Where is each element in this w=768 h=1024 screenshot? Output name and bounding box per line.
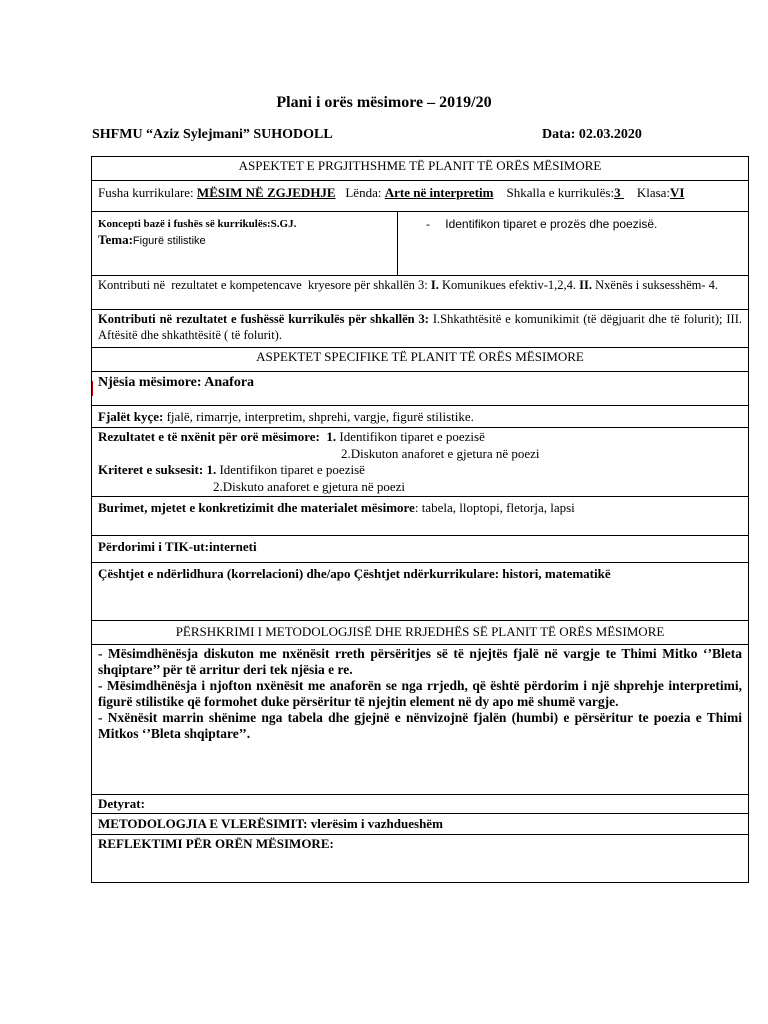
fusha-label: Fusha kurrikulare: bbox=[98, 185, 197, 200]
objective-cell bbox=[398, 212, 749, 276]
methodology-header: PËRSHKRIMI I METODOLOGJISË DHE RRJEDHËS SË PLANIT TË ORËS MËSIMORE bbox=[92, 621, 749, 645]
method-step-2: - Mësimdhënësja i njofton nxënësit me anaforën se nga rrjedh, që është përdorim i një shprehje interpretimi, figurë stilistike që formohet duke përsëritur të njejtin element në dy apo më shumë vargje. bbox=[98, 678, 742, 709]
page-title: Plani i orës mësimore – 2019/20 bbox=[276, 94, 492, 111]
homework-row: Detyrat: bbox=[92, 795, 749, 814]
klasa-label: Klasa: bbox=[623, 185, 671, 200]
tema-value: Figurë stilistike bbox=[132, 235, 206, 247]
specific-aspects-header: ASPEKTET SPECIFIKE TË PLANIT TË ORËS MËSIMORE bbox=[92, 348, 749, 372]
general-aspects-header: ASPEKTET E PRGJITHSHME TË PLANIT TË ORËS MËSIMORE bbox=[92, 157, 749, 181]
lesson-date: Data: 02.03.2020 bbox=[542, 127, 642, 142]
lenda-label: Lënda: bbox=[335, 185, 385, 200]
methodology-description-row bbox=[92, 645, 749, 795]
method-step-3: - Nxënësit marrin shënime nga tabela dhe gjejnë e nënvizojnë fjalën (humbi) e përsëritur te poezia e Thimi Mitkos ‘’Bleta shqiptare’’. bbox=[98, 710, 742, 741]
competence-contribution-row: Kontributi në rezultatet e kompetencave kryesore për shkallën 3: I. Komunikues efektiv-1,2,4. II. Nxënës i suksesshëm- 4. bbox=[92, 276, 749, 310]
concept-cell bbox=[92, 212, 398, 276]
school-line bbox=[92, 127, 652, 143]
objective-dash: - bbox=[426, 217, 430, 231]
method-step-1: - Mësimdhënësja diskuton me nxënësit rreth përsëritjes së të njejtës fjalë në vargje te Thimi Mitko ‘’Bleta shqiptare’’ për të arritur deri tek njësia e re. bbox=[98, 646, 742, 677]
keywords-row: Fjalët kyçe: fjalë, rimarrje, interpretim, shprehi, vargje, figurë stilistike. bbox=[92, 406, 749, 428]
curriculum-contribution-row: Kontributi në rezultatet e fushëssë kurrikulës për shkallën 3: I.Shkathtësitë e komunikimit (të dëgjuarit dhe të folurit); III. Aftësitë dhe shkathtësitë ( të folurit). bbox=[92, 310, 749, 348]
correlation-row: Çështjet e ndërlidhura (korrelacioni) dhe/apo Çështjet ndërkurrikulare: histori, matematikë bbox=[92, 563, 749, 621]
shkalla-label: Shkalla e kurrikulës: bbox=[493, 185, 615, 200]
reflection-row: REFLEKTIMI PËR ORËN MËSIMORE: bbox=[92, 835, 749, 883]
shkalla-value: 3 bbox=[614, 185, 624, 200]
evaluation-methodology-row: METODOLOGJIA E VLERËSIMIT: vlerësim i vazhdueshëm bbox=[92, 814, 749, 835]
klasa-value: VI bbox=[670, 185, 685, 200]
fusha-value: MËSIM NË ZGJEDHJE bbox=[196, 185, 336, 200]
lenda-value: Arte në interpretim bbox=[384, 185, 494, 200]
school-name: SHFMU “Aziz Sylejmani” SUHODOLL bbox=[92, 127, 333, 142]
lesson-plan-table bbox=[91, 156, 749, 883]
tema-label: Tema: bbox=[98, 232, 133, 247]
koncepti-text: Koncepti bazë i fushës së kurrikulës:S.GJ. bbox=[98, 218, 297, 230]
curriculum-row bbox=[92, 181, 749, 212]
outcomes-row: Rezultatet e të nxënit për orë mësimore: 1. Identifikon tiparet e poezisë 2.Diskuton anaforet e gjetura në poezi Kriteret e suksesit: 1. Identifikon tiparet e poezisë 2.Diskuto anaforet e gjetura në poezi bbox=[92, 428, 749, 497]
ict-row: Përdorimi i TIK-ut:interneti bbox=[92, 536, 749, 563]
objective-text: Identifikon tiparet e prozës dhe poezisë. bbox=[445, 217, 658, 231]
resources-row: Burimet, mjetet e konkretizimit dhe materialet mësimore: tabela, lloptopi, fletorja, lapsi bbox=[92, 497, 749, 536]
lesson-unit-row: Njësia mësimore: Anafora bbox=[92, 372, 749, 406]
